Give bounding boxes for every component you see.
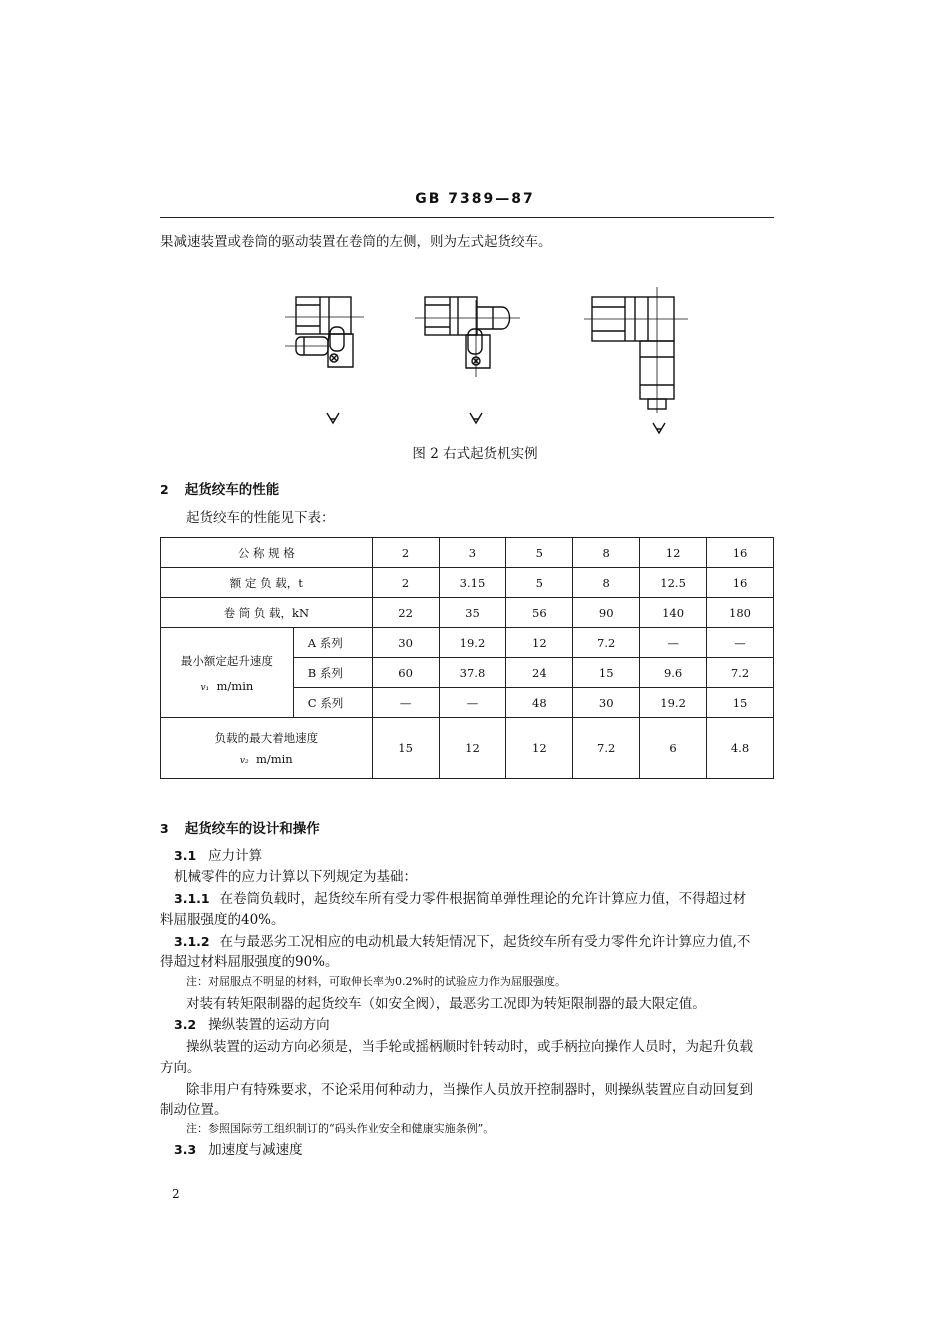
table-cell: — (640, 628, 707, 658)
table-cell: — (707, 628, 774, 658)
table-cell: 12.5 (640, 568, 707, 598)
table-cell: 16 (707, 538, 774, 568)
winch-drawing-1 (285, 297, 364, 423)
section2-title: 起货绞车的性能 (184, 482, 280, 498)
table-cell: 15 (372, 718, 439, 779)
table-row (161, 718, 774, 779)
table-cell: 12 (506, 718, 573, 779)
table-cell: 9.6 (640, 658, 707, 688)
series-name: C 系列 (293, 688, 372, 718)
s312-line2: 得超过材料屈服强度的90%。 (160, 954, 339, 970)
landing-unit: m/min (255, 752, 293, 766)
section3-title: 起货绞车的设计和操作 (184, 821, 320, 837)
s32-title: 操纵装置的运动方向 (208, 1017, 330, 1033)
table-cell: 35 (439, 598, 506, 628)
s31-title: 应力计算 (208, 848, 263, 864)
landing-label-cell (161, 718, 373, 779)
page-number: 2 (172, 1187, 180, 1201)
table-cell: 22 (372, 598, 439, 628)
standard-header: GB 7389—87 (415, 191, 535, 207)
table-cell: 2 (372, 538, 439, 568)
note-1: 注：对屈服点不明显的材料，可取伸长率为0.2%时的试验应力作为屈服强度。 (186, 975, 566, 988)
section2-number: 2 (160, 482, 169, 497)
table-row (161, 598, 774, 628)
table-cell: 19.2 (640, 688, 707, 718)
note-2: 注：参照国际劳工组织制订的“码头作业安全和健康实施条例”。 (186, 1122, 495, 1135)
table-cell: 24 (506, 658, 573, 688)
figure-caption: 图 2 右式起货机实例 (412, 446, 538, 462)
table-cell: 180 (707, 598, 774, 628)
section2-lead: 起货绞车的性能见下表： (186, 510, 335, 526)
s31-lead: 机械零件的应力计算以下列规定为基础： (174, 869, 417, 885)
table-cell: 7.2 (707, 658, 774, 688)
s311-number: 3.1.1 (174, 891, 210, 906)
limiter-text: 对装有转矩限制器的起货绞车（如安全阀），最恶劣工况即为转矩限制器的最大限定值。 (186, 996, 706, 1012)
landing-symbol: v₂ (239, 756, 249, 766)
intro-text: 果减速装置或卷筒的驱动装置在卷筒的左侧，则为左式起货绞车。 (160, 234, 552, 250)
s32-p2-line1: 除非用户有特殊要求，不论采用何种动力，当操作人员放开控制器时，则操纵装置应自动回复到 (186, 1082, 753, 1098)
table-cell: 15 (573, 658, 640, 688)
table-cell: 12 (506, 628, 573, 658)
section3-number: 3 (160, 821, 169, 836)
table-cell: 7.2 (573, 628, 640, 658)
table-cell: 5 (506, 538, 573, 568)
table-cell: 15 (707, 688, 774, 718)
table-cell: 3 (439, 538, 506, 568)
table-cell: 90 (573, 598, 640, 628)
table-cell: 12 (439, 718, 506, 779)
table-cell: 56 (506, 598, 573, 628)
table-cell: — (372, 688, 439, 718)
table-cell: 5 (506, 568, 573, 598)
table-row (161, 538, 774, 568)
speed-label-cell (161, 628, 294, 718)
table-row (161, 628, 774, 658)
performance-table (160, 537, 774, 779)
winch-figure (280, 285, 700, 435)
table-cell: 30 (573, 688, 640, 718)
landing-label: 负载的最大着地速度 (214, 731, 319, 745)
s31-number: 3.1 (174, 848, 197, 863)
winch-drawing-2 (415, 297, 520, 423)
table-cell: 7.2 (573, 718, 640, 779)
table-cell: — (439, 688, 506, 718)
table-cell: 2 (372, 568, 439, 598)
series-name: B 系列 (293, 658, 372, 688)
table-cell: 140 (640, 598, 707, 628)
table-cell: 48 (506, 688, 573, 718)
row-label: 额 定 负 载，t (161, 568, 373, 598)
table-cell: 8 (573, 538, 640, 568)
s32-p1-line2: 方向。 (160, 1060, 201, 1076)
s312-line1: 在与最恶劣工况相应的电动机最大转矩情况下，起货绞车所有受力零件允许计算应力值,不 (219, 934, 751, 950)
table-cell: 12 (640, 538, 707, 568)
table-cell: 16 (707, 568, 774, 598)
row-label: 公 称 规 格 (161, 538, 373, 568)
s33-number: 3.3 (174, 1142, 197, 1157)
speed-symbol: v₁ (200, 682, 210, 693)
table-cell: 8 (573, 568, 640, 598)
row-label: 卷 筒 负 载，kN (161, 598, 373, 628)
speed-label: 最小额定起升速度 (180, 653, 273, 668)
s311-line2: 料屈服强度的40%。 (160, 912, 285, 928)
table-cell: 6 (640, 718, 707, 779)
series-name: A 系列 (293, 628, 372, 658)
header-rule (160, 217, 774, 218)
table-cell: 4.8 (707, 718, 774, 779)
table-cell: 30 (372, 628, 439, 658)
table-cell: 19.2 (439, 628, 506, 658)
s32-p2-line2: 制动位置。 (160, 1102, 228, 1118)
winch-drawing-3 (584, 287, 688, 433)
s32-number: 3.2 (174, 1017, 197, 1032)
table-row (161, 568, 774, 598)
speed-unit: m/min (216, 678, 254, 693)
table-cell: 60 (372, 658, 439, 688)
s33-title: 加速度与减速度 (208, 1142, 303, 1158)
s311-line1: 在卷筒负载时，起货绞车所有受力零件根据简单弹性理论的允许计算应力值，不得超过材 (219, 891, 747, 907)
table-cell: 3.15 (439, 568, 506, 598)
table-cell: 37.8 (439, 658, 506, 688)
s32-p1-line1: 操纵装置的运动方向必须是，当手轮或摇柄顺时针转动时，或手柄拉向操作人员时，为起升负载 (186, 1039, 753, 1055)
s312-number: 3.1.2 (174, 934, 210, 949)
